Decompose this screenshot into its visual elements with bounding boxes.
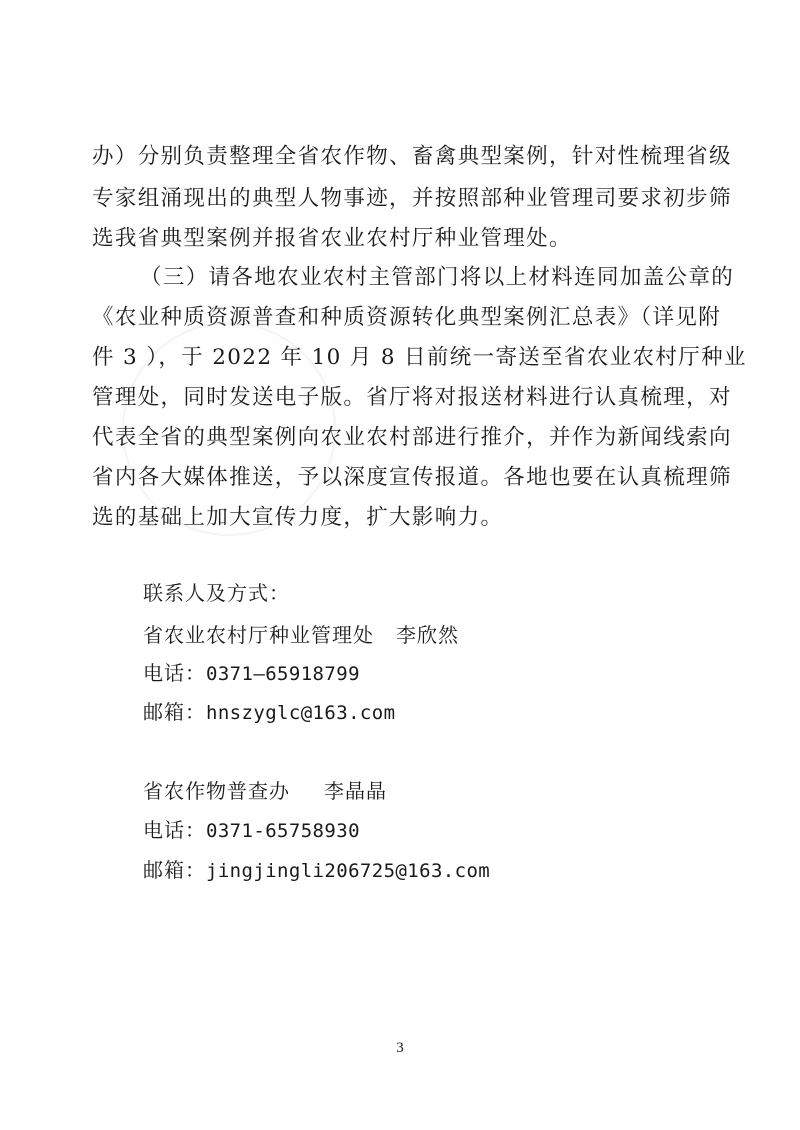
contact-1-phone-label: 电话：: [143, 661, 206, 685]
body-line-1: 办）分别负责整理全省农作物、畜禽典型案例，针对性梳理省级: [92, 144, 732, 169]
contact-2-org-line: [143, 776, 387, 806]
contact-1-org: 省农业农村厅种业管理处: [143, 623, 374, 647]
contact-2-phone-line: [143, 815, 360, 846]
body-line-9: 省内各大媒体推送，予以深度宣传报道。各地也要在认真梳理筛: [92, 465, 732, 490]
contacts-heading: 联系人及方式：: [143, 581, 290, 605]
body-line-7: 管理处，同时发送电子版。省厅将对报送材料进行认真梳理，对: [92, 385, 732, 410]
body-line-10: 选的基础上加大宣传力度，扩大影响力。: [92, 505, 504, 530]
contact-1-phone: 0371—65918799: [206, 663, 360, 685]
contact-1-phone-line: [143, 658, 360, 689]
contact-2-email-line: [143, 855, 490, 886]
contact-1-email: hnszyglc@163.com: [206, 702, 396, 724]
contact-1-org-line: [143, 620, 459, 650]
body-line-6: 件 3 ），于 2022 年 10 月 8 日前统一寄送至省农业农村厅种业: [92, 345, 747, 370]
contact-1-name: 李欣然: [396, 623, 459, 647]
contact-2-phone-label: 电话：: [143, 818, 206, 842]
contact-1-email-line: [143, 697, 395, 728]
contact-2-name: 李晶晶: [324, 779, 387, 803]
body-line-3: 选我省典型案例并报省农业农村厅种业管理处。: [92, 226, 572, 251]
body-line-8: 代表全省的典型案例向农业农村部进行推介，并作为新闻线索向: [92, 425, 732, 450]
contact-2-org: 省农作物普查办: [143, 779, 290, 803]
body-line-2: 专家组涌现出的典型人物事迹，并按照部种业管理司要求初步筛: [92, 186, 732, 211]
contact-2-phone: 0371-65758930: [206, 820, 360, 842]
body-line-5: 《农业种质资源普查和种质资源转化典型案例汇总表》（详见附: [92, 305, 722, 330]
contact-2-email: jingjingli206725@163.com: [206, 860, 491, 882]
contact-2-email-label: 邮箱：: [143, 858, 206, 882]
contact-1-email-label: 邮箱：: [143, 700, 206, 724]
page-number: 3: [396, 1040, 404, 1056]
body-line-4: （三）请各地农业农村主管部门将以上材料连同加盖公章的: [140, 265, 735, 290]
